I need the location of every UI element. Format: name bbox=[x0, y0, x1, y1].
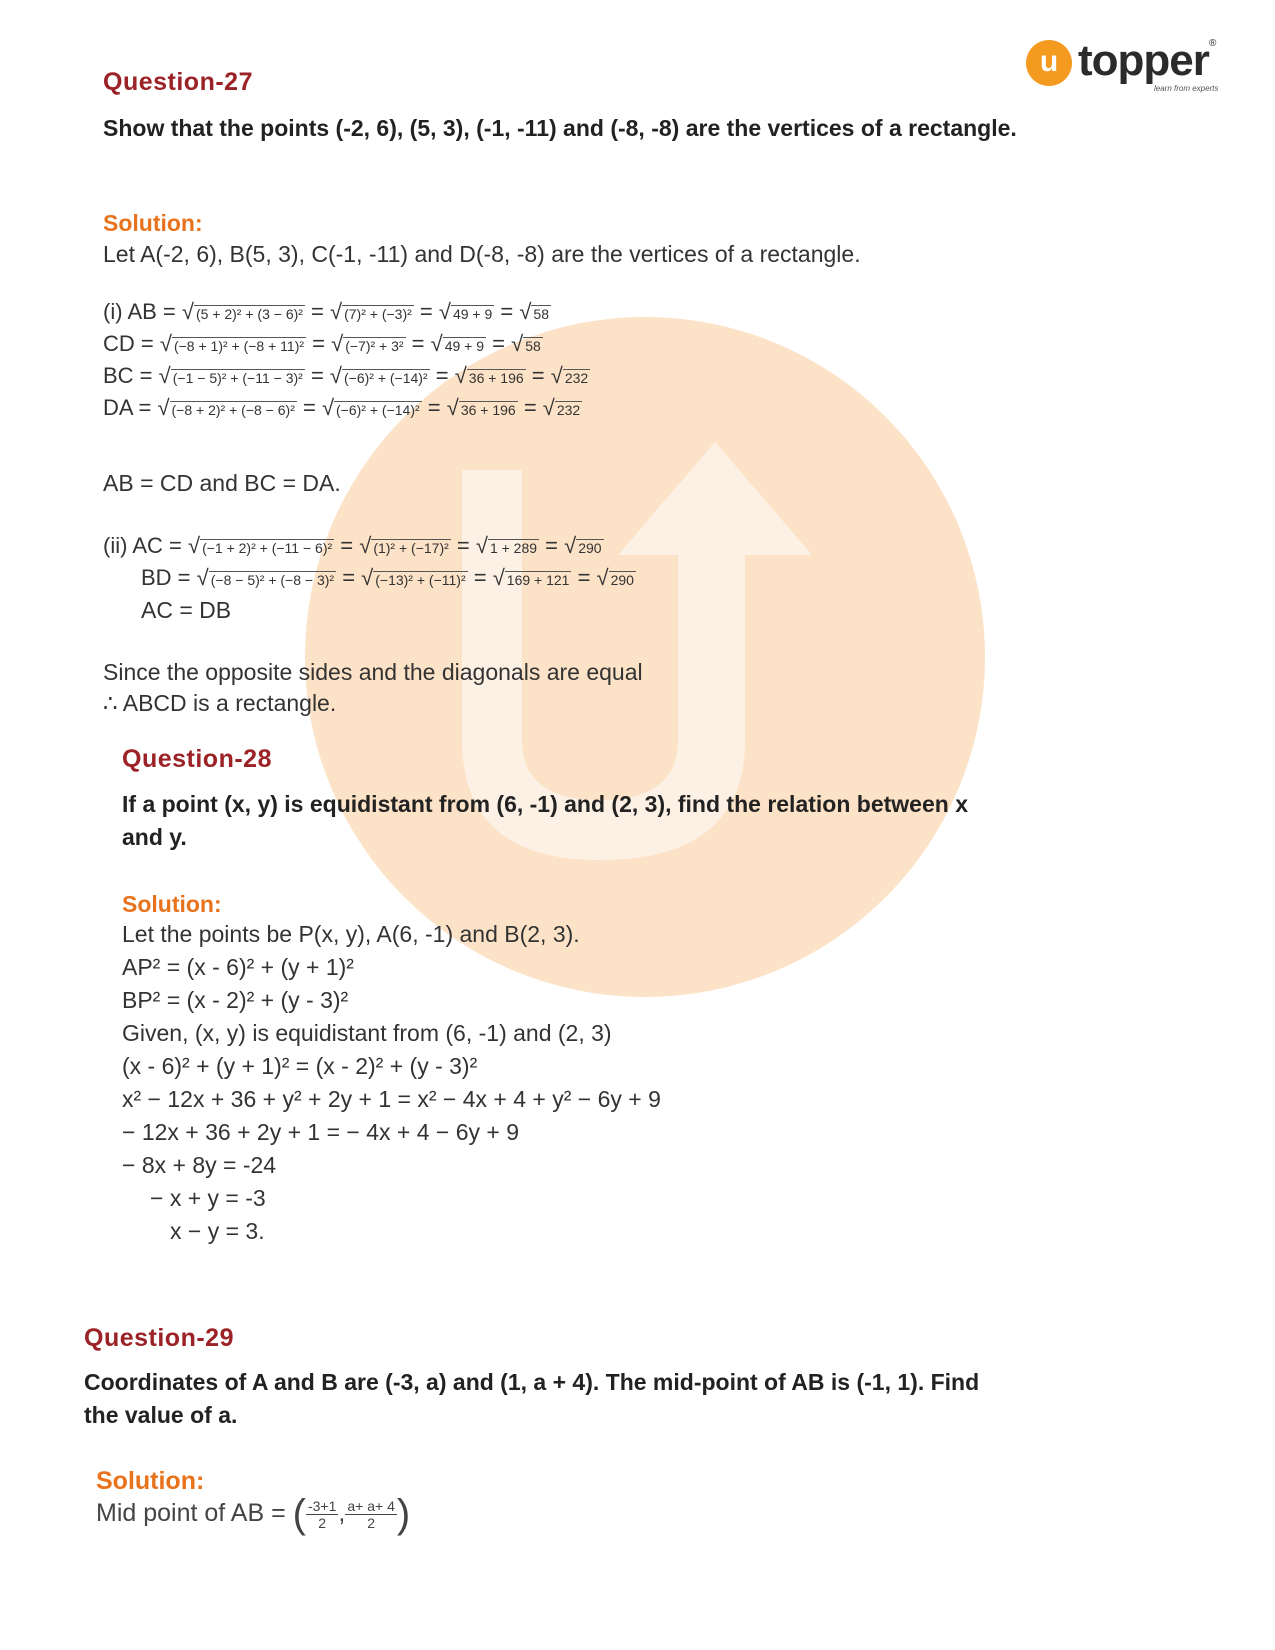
question-28-text: If a point (x, y) is equidistant from (6, -1) and (2, 3), find the relation between x and y. bbox=[122, 791, 968, 850]
equals-sign: = bbox=[429, 363, 455, 388]
row-label: BC = bbox=[103, 363, 153, 388]
solution-28-line: AP² = (x - 6)² + (y + 1)² bbox=[122, 954, 354, 980]
equals-sign: = bbox=[571, 565, 597, 590]
radicand: 36 + 196 bbox=[468, 370, 524, 386]
distance-row bbox=[103, 533, 604, 559]
radicand: (−8 + 2)² + (−8 − 6)² bbox=[171, 402, 295, 418]
radicand: (1)² + (−17)² bbox=[373, 540, 449, 556]
radicand: 290 bbox=[578, 540, 602, 556]
open-paren: ( bbox=[292, 1492, 306, 1536]
equals-sign: = bbox=[413, 299, 439, 324]
solution-27-label: Solution: bbox=[103, 210, 203, 236]
row-label: DA = bbox=[103, 395, 152, 420]
radical-icon: √ bbox=[331, 331, 344, 356]
radical-icon: √ bbox=[550, 363, 563, 388]
equals-sign: = bbox=[296, 395, 322, 420]
radical-icon: √ bbox=[159, 331, 172, 356]
equals-sign: = bbox=[525, 363, 551, 388]
radicand: (7)² + (−3)² bbox=[344, 306, 412, 322]
radical-icon: √ bbox=[438, 299, 451, 324]
radicand: 58 bbox=[533, 306, 549, 322]
radical-icon: √ bbox=[492, 565, 505, 590]
radicand: 58 bbox=[525, 338, 541, 354]
solution-29-label: Solution: bbox=[96, 1467, 205, 1495]
registered-mark: ® bbox=[1209, 38, 1217, 49]
fraction-y bbox=[345, 1498, 397, 1531]
solution-27-intro: Let A(-2, 6), B(5, 3), C(-1, -11) and D(-8, -8) are the vertices of a rectangle. bbox=[103, 241, 861, 267]
radicand: 49 + 9 bbox=[444, 338, 485, 354]
fraction-x-denominator: 2 bbox=[318, 1515, 327, 1531]
solution-28-line: Let the points be P(x, y), A(6, -1) and B(2, 3). bbox=[122, 921, 580, 947]
question-29-title: Question-29 bbox=[84, 1324, 234, 1352]
close-paren: ) bbox=[396, 1492, 411, 1536]
solution-28-line: x² − 12x + 36 + y² + 2y + 1 = x² − 4x + 4 + y² − 6y + 9 bbox=[122, 1086, 661, 1112]
equals-sign: = bbox=[336, 565, 362, 590]
radicand: 36 + 196 bbox=[460, 402, 516, 418]
radical-icon: √ bbox=[329, 363, 342, 388]
question-28-title: Question-28 bbox=[122, 745, 272, 773]
radical-icon: √ bbox=[446, 395, 459, 420]
radical-icon: √ bbox=[511, 331, 524, 356]
radicand: 232 bbox=[564, 370, 589, 386]
radicand: 169 + 121 bbox=[506, 572, 570, 588]
radicand: (−13)² + (−11)² bbox=[375, 572, 466, 588]
equals-sign: = bbox=[517, 395, 543, 420]
ac-equals-db: AC = DB bbox=[141, 597, 232, 623]
solution-28-label: Solution: bbox=[122, 891, 222, 917]
question-27-text: Show that the points (-2, 6), (5, 3), (-1, -11) and (-8, -8) are the vertices of a rectangle. bbox=[103, 115, 1017, 141]
radicand: (−1 + 2)² + (−11 − 6)² bbox=[202, 540, 333, 556]
radical-icon: √ bbox=[564, 533, 577, 558]
equals-sign: = bbox=[304, 363, 330, 388]
equals-sign: = bbox=[306, 331, 332, 356]
equals-sign: = bbox=[467, 565, 493, 590]
equals-sign: = bbox=[334, 533, 360, 558]
radical-icon: √ bbox=[361, 565, 374, 590]
distance-row bbox=[103, 395, 582, 421]
equal-sides-statement: AB = CD and BC = DA. bbox=[103, 470, 341, 496]
solution-28-line: BP² = (x - 2)² + (y - 3)² bbox=[122, 987, 349, 1013]
row-label: (ii) AC = bbox=[103, 533, 182, 558]
row-label: CD = bbox=[103, 331, 154, 356]
fraction-y-numerator: a+ a+ 4 bbox=[347, 1498, 395, 1514]
radicand: (−1 − 5)² + (−11 − 3)² bbox=[172, 370, 303, 386]
logo-u-icon: u bbox=[1026, 40, 1072, 86]
logo-wordmark: topper bbox=[1078, 36, 1209, 85]
radical-icon: √ bbox=[454, 363, 467, 388]
fraction-x bbox=[306, 1498, 338, 1531]
equals-sign: = bbox=[494, 299, 520, 324]
row-label: BD = bbox=[141, 565, 191, 590]
radical-icon: √ bbox=[330, 299, 343, 324]
equals-sign: = bbox=[304, 299, 331, 324]
radicand: (−6)² + (−14)² bbox=[343, 370, 428, 386]
midpoint-label: Mid point of AB = bbox=[96, 1499, 286, 1528]
topper-logo bbox=[1026, 36, 1226, 96]
radicand: 290 bbox=[610, 572, 634, 588]
radicand: 1 + 289 bbox=[489, 540, 538, 556]
comma: , bbox=[338, 1499, 346, 1528]
radicand: (−8 − 5)² + (−8 − 3)² bbox=[210, 572, 335, 588]
radical-icon: √ bbox=[158, 363, 171, 388]
solution-28-line: − 12x + 36 + 2y + 1 = − 4x + 4 − 6y + 9 bbox=[122, 1119, 520, 1145]
radical-icon: √ bbox=[157, 395, 170, 420]
solution-28-line: (x - 6)² + (y + 1)² = (x - 2)² + (y - 3)² bbox=[122, 1053, 478, 1079]
equals-sign: = bbox=[405, 331, 431, 356]
question-27-title: Question-27 bbox=[103, 68, 253, 96]
fraction-x-numerator: -3+1 bbox=[307, 1498, 337, 1514]
radical-icon: √ bbox=[542, 395, 555, 420]
distance-row bbox=[103, 363, 590, 389]
distance-row bbox=[103, 299, 551, 325]
distance-row bbox=[141, 565, 636, 591]
radicand: (−6)² + (−14)² bbox=[336, 402, 420, 418]
radicand: (−8 + 1)² + (−8 + 11)² bbox=[173, 338, 305, 354]
solution-28-line: Given, (x, y) is equidistant from (6, -1) and (2, 3) bbox=[122, 1020, 612, 1046]
midpoint-formula bbox=[96, 1492, 410, 1537]
solution-28-line: − 8x + 8y = -24 bbox=[122, 1152, 277, 1178]
distance-row bbox=[103, 331, 543, 357]
radicand: 232 bbox=[556, 402, 581, 418]
radical-icon: √ bbox=[187, 533, 201, 558]
fraction-y-denominator: 2 bbox=[367, 1515, 375, 1531]
radical-icon: √ bbox=[359, 533, 372, 558]
conclusion-line-2: ∴ ABCD is a rectangle. bbox=[103, 690, 337, 716]
radical-icon: √ bbox=[519, 299, 532, 324]
radical-icon: √ bbox=[321, 395, 335, 420]
equals-sign: = bbox=[539, 533, 565, 558]
solution-28-line: − x + y = -3 bbox=[150, 1185, 266, 1211]
radical-icon: √ bbox=[181, 299, 194, 324]
radical-icon: √ bbox=[430, 331, 443, 356]
radicand: 49 + 9 bbox=[452, 306, 493, 322]
radicand: (−7)² + 3² bbox=[345, 338, 404, 354]
question-29-text: Coordinates of A and B are (-3, a) and (1, a + 4). The mid-point of AB is (-1, 1). Find the value of a. bbox=[84, 1369, 980, 1428]
radical-icon: √ bbox=[196, 565, 209, 590]
equals-sign: = bbox=[486, 331, 512, 356]
equals-sign: = bbox=[421, 395, 447, 420]
row-label: (i) AB = bbox=[103, 299, 176, 324]
equals-sign: = bbox=[450, 533, 476, 558]
radical-icon: √ bbox=[596, 565, 609, 590]
logo-tagline: learn from experts bbox=[1154, 84, 1219, 93]
radical-icon: √ bbox=[475, 533, 488, 558]
radicand: (5 + 2)² + (3 − 6)² bbox=[195, 306, 303, 322]
conclusion-line-1: Since the opposite sides and the diagonals are equal bbox=[103, 659, 643, 685]
solution-28-line: x − y = 3. bbox=[170, 1218, 265, 1244]
